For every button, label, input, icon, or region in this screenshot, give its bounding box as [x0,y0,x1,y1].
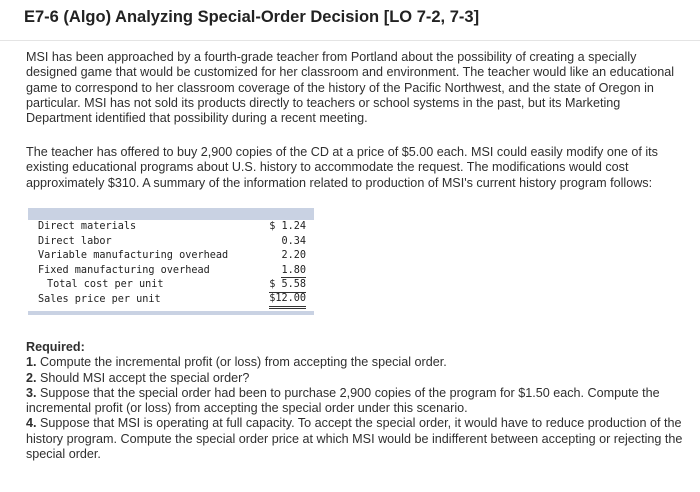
row-value: 2.20 [281,250,306,262]
item-number: 2. [26,370,37,385]
table-row [28,249,314,264]
row-value: 1.80 [281,264,306,279]
table-row [28,220,314,235]
required-item [26,371,690,386]
item-text: Compute the incremental profit (or loss) from accepting the special order. [36,355,447,370]
cost-table [28,208,314,315]
row-label: Direct labor [38,235,112,247]
row-label: Sales price per unit [38,293,161,305]
required-item [26,416,690,462]
row-label: Total cost per unit [47,279,164,291]
item-number: 1. [26,355,37,370]
title-divider [0,40,700,41]
item-text: Suppose that MSI is operating at full capacity. To accept the special order, it would have to reduce production of the history program. Compute the special order price at which MSI would be indifferent between accepting or rejecting the special order. [26,416,683,462]
offer-paragraph: The teacher has offered to buy 2,900 copies of the CD at a price of $5.00 each. MSI could easily modify one of its existing educational programs about U.S. history to accommodate the request. The modifications would cost approximately $310. A summary of the information related to production of MSI's current history program follows: [26,145,658,190]
row-label: Direct materials [38,221,137,232]
item-number: 4. [26,416,37,431]
row-value: $ 5.58 [269,278,306,293]
intro-paragraph: MSI has been approached by a fourth-grade teacher from Portland about the possibility of creating a specially designed game that would be customized for her classroom and environment. The teacher would like an educational game to correspond to her classroom coverage of the history of the Pacific Northwest, and the state of Oregon in particular. MSI has not sold its products directly to teachers or school systems in the past, but its Marketing Department identified that possibility during a recent meeting. [26,50,675,126]
required-item [26,386,690,417]
row-label: Variable manufacturing overhead [38,250,229,262]
item-number: 3. [26,385,37,400]
table-footer-bar [28,311,314,315]
table-header-bar [28,208,314,220]
table-row [28,235,314,250]
problem-title: E7-6 (Algo) Analyzing Special-Order Decision [LO 7-2, 7-3] [24,8,480,26]
item-text: Suppose that the special order had been to purchase 2,900 copies of the program for $1.50 each. Compute the incremental profit (or loss) from accepting the special order under this scenario. [26,385,660,416]
row-value: $ 1.24 [269,221,306,232]
item-text: Should MSI accept the special order? [36,370,250,385]
required-item [26,355,690,370]
table-row [28,293,314,308]
row-label: Fixed manufacturing overhead [38,264,210,276]
row-value: 0.34 [281,235,306,247]
required-heading: Required: [26,340,85,354]
required-section [26,340,690,462]
table-row-total [28,278,314,293]
row-value: $12.00 [269,293,306,309]
table-row [28,264,314,279]
